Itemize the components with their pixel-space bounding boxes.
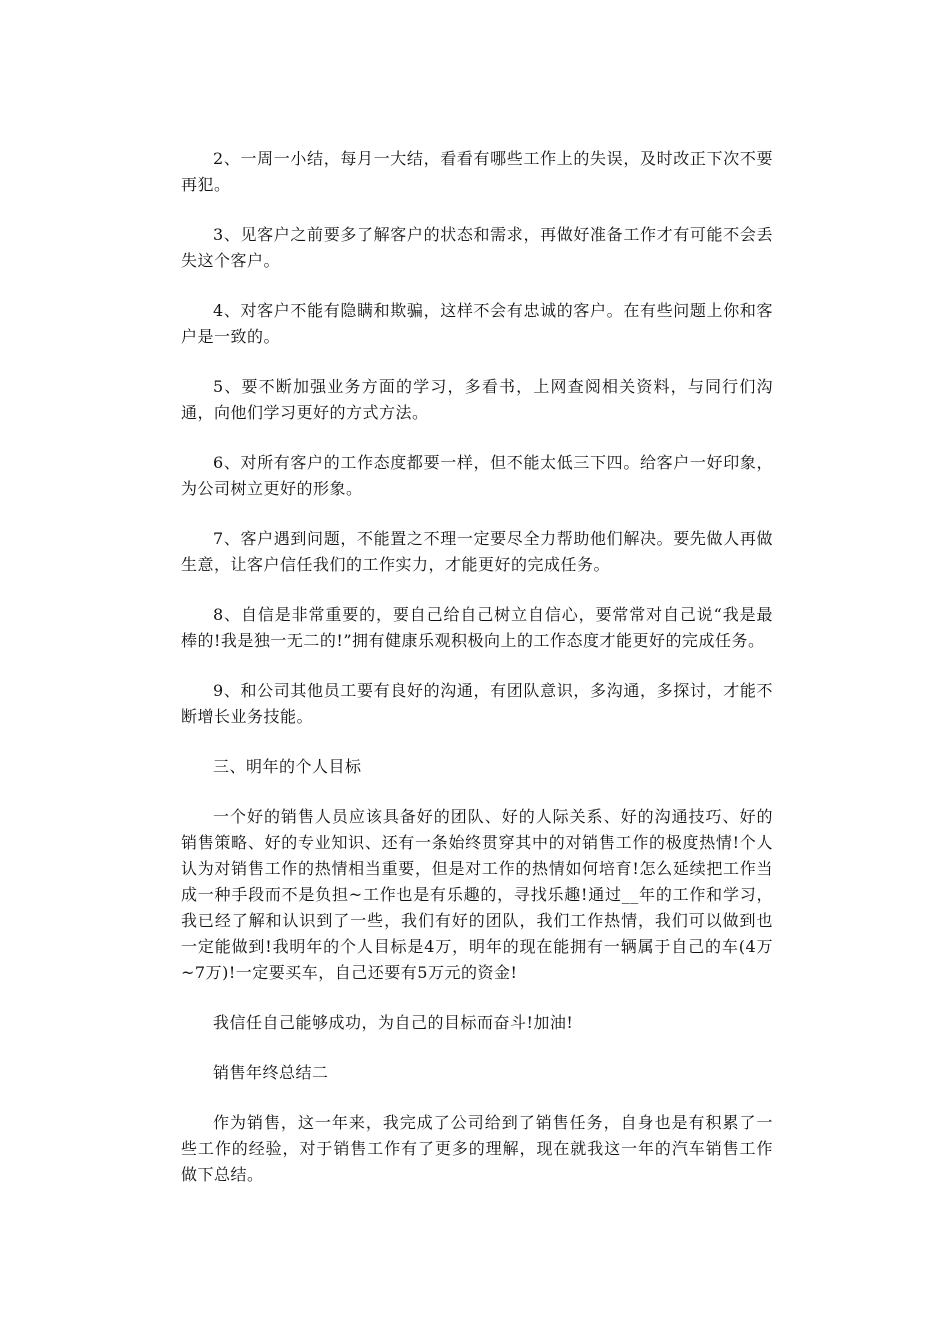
paragraph-item-3: 3、见客户之前要多了解客户的状态和需求，再做好准备工作才有可能不会丢失这个客户。 — [181, 225, 773, 270]
paragraph-item-8: 8、自信是非常重要的，要自己给自己树立自信心，要常常对自己说“我是最棒的!我是独一无二的!”拥有健康乐观积极向上的工作态度才能更好的完成任务。 — [181, 605, 773, 650]
section-heading-next-year-goals: 三、明年的个人目标 — [213, 757, 362, 776]
closing-statement: 我信任自己能够成功，为自己的目标而奋斗!加油! — [213, 1013, 574, 1032]
summary-two-intro: 作为销售，这一年来，我完成了公司给到了销售任务，自身也是有积累了一些工作的经验，对于销售工作有了更多的理解，现在就我这一年的汽车销售工作做下总结。 — [181, 1113, 773, 1184]
paragraph-item-5: 5、要不断加强业务方面的学习，多看书，上网查阅相关资料，与同行们沟通，向他们学习更好的方式方法。 — [181, 377, 773, 422]
paragraph-item-9: 9、和公司其他员工要有良好的沟通，有团队意识，多沟通，多探讨，才能不断增长业务技能。 — [181, 681, 773, 726]
summary-two-heading: 销售年终总结二 — [213, 1063, 329, 1082]
paragraph-item-4: 4、对客户不能有隐瞒和欺骗，这样不会有忠诚的客户。在有些问题上你和客户是一致的。 — [181, 301, 773, 346]
paragraph-item-7: 7、客户遇到问题，不能置之不理一定要尽全力帮助他们解决。要先做人再做生意，让客户信任我们的工作实力，才能更好的完成任务。 — [181, 529, 773, 574]
paragraph-item-6: 6、对所有客户的工作态度都要一样，但不能太低三下四。给客户一好印象，为公司树立更好的形象。 — [181, 453, 773, 498]
goals-paragraph: 一个好的销售人员应该具备好的团队、好的人际关系、好的沟通技巧、好的销售策略、好的专业知识、还有一条始终贯穿其中的对销售工作的极度热情!个人认为对销售工作的热情相当重要，但是对工作的热情如何培育!怎么延续把工作当成一种手段而不是负担~工作也是有乐趣的，寻找乐趣!通过__年的工作和学习，我已经了解和认识到了一些，我们有好的团队，我们工作热情，我们可以做到也一定能做到!我明年的个人目标是4万，明年的现在能拥有一辆属于自己的车(4万~7万)!一定要买车，自己还要有5万元的资金! — [181, 807, 773, 982]
document-body — [181, 146, 773, 1212]
paragraph-item-2: 2、一周一小结，每月一大结，看看有哪些工作上的失误，及时改正下次不要再犯。 — [181, 149, 773, 194]
